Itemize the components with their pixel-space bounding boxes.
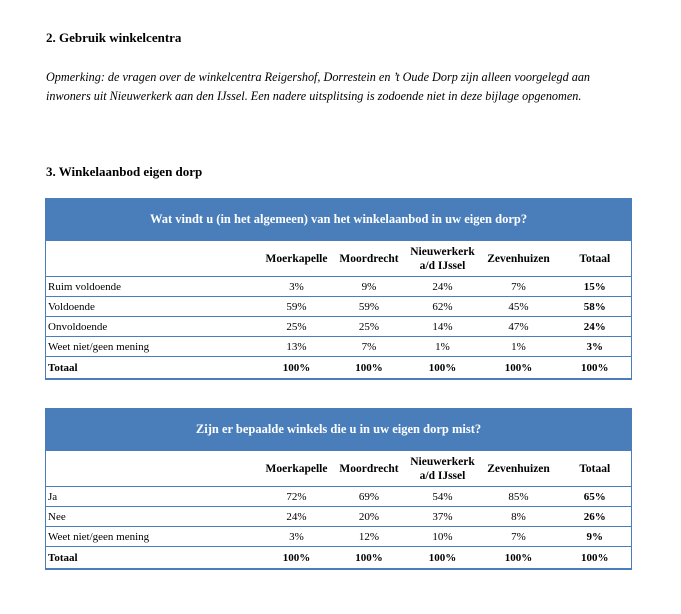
table-cell: 14% [407, 317, 479, 337]
table-cell: 15% [559, 277, 632, 297]
table-row [46, 527, 632, 547]
table-cell: 85% [479, 487, 559, 507]
table-cell: 25% [332, 317, 407, 337]
table-cell: 59% [262, 297, 332, 317]
total-cell: 100% [332, 547, 407, 570]
table-cell: 24% [559, 317, 632, 337]
column-header: Totaal [559, 241, 632, 277]
row-label: Nee [46, 507, 262, 527]
table-cell: 25% [262, 317, 332, 337]
total-cell: 100% [479, 357, 559, 380]
table-cell: 58% [559, 297, 632, 317]
total-cell: 100% [559, 357, 632, 380]
row-label: Weet niet/geen mening [46, 337, 262, 357]
table-cell: 20% [332, 507, 407, 527]
column-header: Nieuwerkerk a/d IJssel [407, 451, 479, 487]
table-cell: 13% [262, 337, 332, 357]
total-cell: 100% [407, 547, 479, 570]
table-row [46, 487, 632, 507]
total-label: Totaal [46, 547, 262, 570]
table-header-row [46, 451, 632, 487]
table-cell: 7% [479, 527, 559, 547]
table-cell: 12% [332, 527, 407, 547]
row-label: Weet niet/geen mening [46, 527, 262, 547]
table-row [46, 507, 632, 527]
table-cell: 69% [332, 487, 407, 507]
total-cell: 100% [407, 357, 479, 380]
table-row [46, 277, 632, 297]
column-header [46, 451, 262, 487]
table-cell: 1% [479, 337, 559, 357]
row-label: Ja [46, 487, 262, 507]
table-cell: 45% [479, 297, 559, 317]
table-cell: 3% [559, 337, 632, 357]
column-header: Moerkapelle [262, 241, 332, 277]
table-cell: 7% [479, 277, 559, 297]
section-2-note: Opmerking: de vragen over de winkelcentra Reigershof, Dorrestein en ’t Oude Dorp zijn alleen voorgelegd aan inwoners uit Nieuwerkerk aan den IJssel. Een nadere uitsplitsing is zodoende niet in deze bijlage opgenomen. [46, 70, 591, 103]
total-row [46, 357, 632, 380]
total-cell: 100% [559, 547, 632, 570]
table-title: Zijn er bepaalde winkels die u in uw eigen dorp mist? [46, 409, 632, 451]
table-cell: 10% [407, 527, 479, 547]
table-row [46, 337, 632, 357]
table-cell: 9% [559, 527, 632, 547]
table-row [46, 297, 632, 317]
total-cell: 100% [479, 547, 559, 570]
total-label: Totaal [46, 357, 262, 380]
table-cell: 24% [407, 277, 479, 297]
table-cell: 37% [407, 507, 479, 527]
table-header-row [46, 241, 632, 277]
table-cell: 47% [479, 317, 559, 337]
section-3-heading: 3. Winkelaanbod eigen dorp [46, 164, 203, 179]
table-cell: 54% [407, 487, 479, 507]
column-header: Totaal [559, 451, 632, 487]
table-cell: 62% [407, 297, 479, 317]
table-cell: 9% [332, 277, 407, 297]
table-title-row [46, 409, 632, 451]
table-title-row [46, 199, 632, 241]
column-header: Moordrecht [332, 241, 407, 277]
table-cell: 65% [559, 487, 632, 507]
table-cell: 59% [332, 297, 407, 317]
table-cell: 3% [262, 527, 332, 547]
total-cell: 100% [262, 357, 332, 380]
table-row [46, 317, 632, 337]
column-header [46, 241, 262, 277]
section-2-heading: 2. Gebruik winkelcentra [46, 30, 182, 45]
table-cell: 8% [479, 507, 559, 527]
table-cell: 3% [262, 277, 332, 297]
row-label: Onvoldoende [46, 317, 262, 337]
column-header: Zevenhuizen [479, 241, 559, 277]
column-header: Zevenhuizen [479, 451, 559, 487]
table-cell: 72% [262, 487, 332, 507]
table-cell: 1% [407, 337, 479, 357]
table-cell: 26% [559, 507, 632, 527]
winkelaanbod-table [45, 198, 632, 380]
total-row [46, 547, 632, 570]
row-label: Voldoende [46, 297, 262, 317]
table-cell: 24% [262, 507, 332, 527]
column-header: Moordrecht [332, 451, 407, 487]
row-label: Ruim voldoende [46, 277, 262, 297]
column-header: Nieuwerkerk a/d IJssel [407, 241, 479, 277]
total-cell: 100% [332, 357, 407, 380]
winkels-missen-table [45, 408, 632, 570]
column-header: Moerkapelle [262, 451, 332, 487]
total-cell: 100% [262, 547, 332, 570]
table-title: Wat vindt u (in het algemeen) van het winkelaanbod in uw eigen dorp? [46, 199, 632, 241]
table-cell: 7% [332, 337, 407, 357]
